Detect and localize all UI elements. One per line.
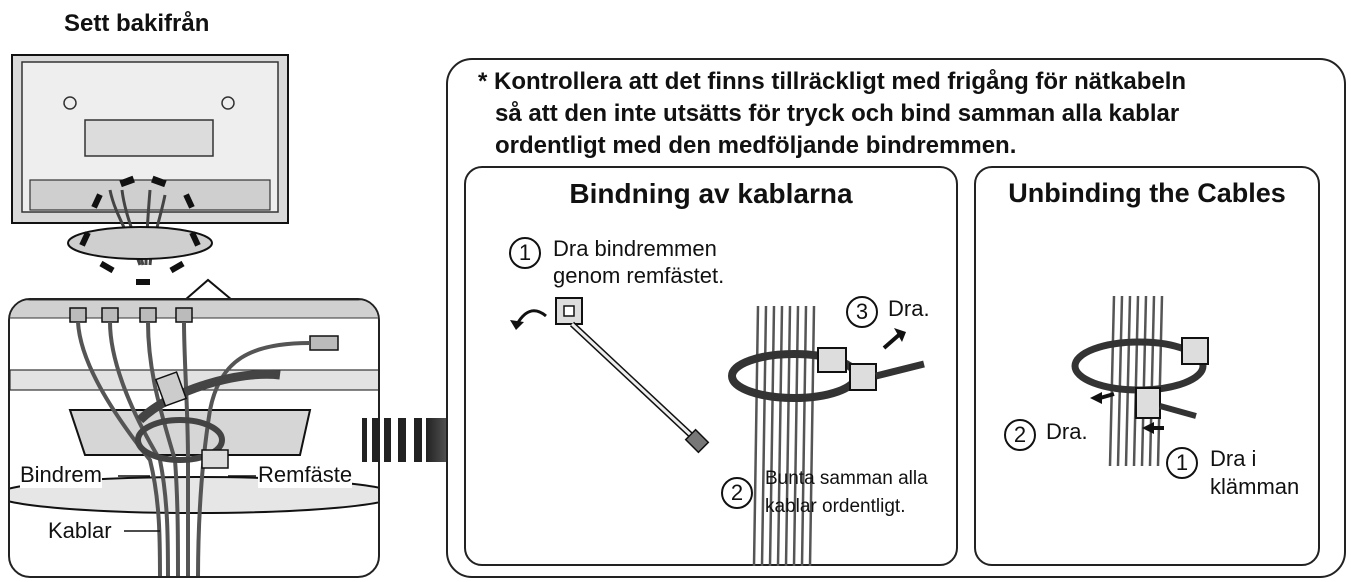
back-view-title: Sett bakifrån: [64, 10, 210, 37]
binding-step3-number: 3: [846, 296, 878, 328]
binding-step3-text: Dra.: [888, 296, 930, 321]
binding-step2-text-2: kablar ordentligt.: [765, 496, 906, 517]
unbinding-title: Unbinding the Cables: [1008, 178, 1286, 208]
label-bindrem: Bindrem: [20, 462, 102, 487]
binding-title: Bindning av kablarna: [569, 178, 853, 209]
binding-step1-text-1: Dra bindremmen: [553, 236, 717, 261]
unbinding-illustration: [974, 166, 1320, 566]
note-line-2: så att den inte utsätts för tryck och bind samman alla kablar: [495, 100, 1180, 127]
unbinding-step2-number: 2: [1004, 419, 1036, 451]
binding-step1-number: 1: [509, 237, 541, 269]
binding-step2-text-1: Bunta samman alla: [765, 468, 928, 489]
note-line-3: ordentligt med den medföljande bindremmen.: [495, 132, 1017, 159]
label-remfaste: Remfäste: [258, 462, 353, 487]
binding-step1-text-2: genom remfästet.: [553, 263, 725, 288]
label-kablar: Kablar: [48, 518, 112, 543]
tv-back-illustration: [0, 0, 300, 300]
unbinding-step1-text-2: klämman: [1210, 474, 1300, 499]
binding-step2-number: 2: [721, 477, 753, 509]
unbinding-step2-text: Dra.: [1046, 419, 1088, 444]
unbinding-step1-text-1: Dra i: [1210, 446, 1257, 471]
detail-zoom-box: [8, 298, 380, 578]
unbinding-step1-number: 1: [1166, 447, 1198, 479]
note-line-1: * Kontrollera att det finns tillräckligt med frigång för nätkabeln: [478, 68, 1187, 95]
